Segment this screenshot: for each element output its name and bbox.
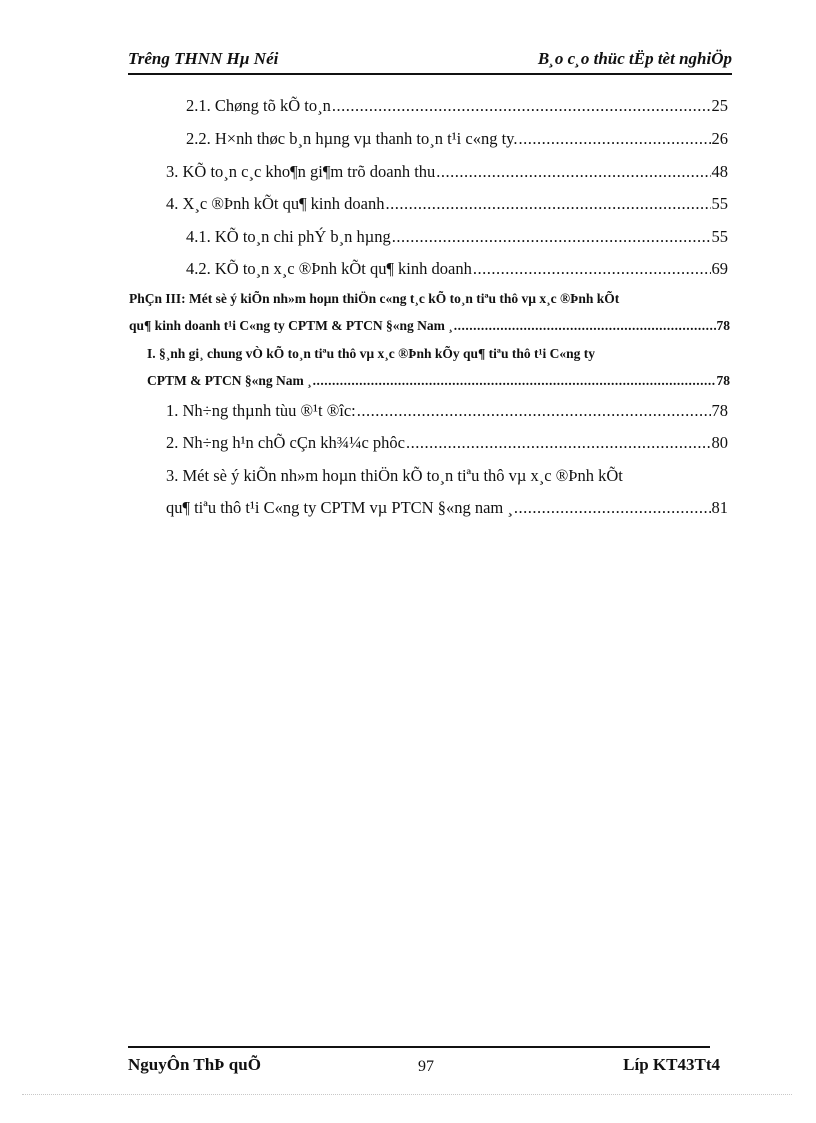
toc-entry-title: 2. Nh÷ng h¹n chÕ cÇn kh¾¼c phôc (166, 433, 406, 452)
toc-entry-title: 3. Mét sè ý kiÕn nh»m hoµn thiÖn kÕ to¸n tiªu thô vµ x¸c ®Þnh kÕt (166, 466, 623, 485)
header-report-title: B¸o c¸o thüc tËp tèt nghiÖp (537, 49, 732, 68)
toc-entry-page: 25 (711, 96, 728, 115)
toc-entry (147, 373, 730, 389)
toc-section-heading (166, 466, 728, 486)
toc-entry (166, 433, 728, 453)
toc-section-heading (129, 291, 730, 307)
toc-entry-title: 4. X¸c ®Þnh kÕt qu¶ kinh doanh (166, 194, 385, 213)
page-footer (128, 1046, 720, 1082)
toc-entry (186, 227, 728, 247)
footer-page-number: 97 (418, 1058, 434, 1075)
toc-entry (166, 162, 728, 182)
toc-entry-title: 3. KÕ to¸n c¸c kho¶n gi¶m trõ doanh thu (166, 162, 436, 181)
toc-entry-page: 78 (716, 318, 730, 333)
header-school: Trêng THNN Hµ Néi (128, 49, 279, 68)
toc-section-heading (147, 346, 730, 362)
toc-entry-page: 81 (711, 498, 728, 517)
toc-entry-title: 4.1. KÕ to¸n chi phÝ b¸n hµng (186, 227, 391, 246)
toc-entry-title: PhÇn III: Mét sè ý kiÕn nh»m hoµn thiÖn c«ng t¸c kÕ to¸n tiªu thô vµ x¸c ®Þnh kÕt (129, 291, 620, 306)
toc-entry-page: 26 (711, 129, 728, 148)
toc-entry (129, 318, 730, 334)
toc-entry (186, 129, 728, 149)
footer-author: NguyÔn ThÞ quÕ (128, 1055, 261, 1074)
toc-entry-page: 48 (711, 162, 728, 181)
toc-entry-page: 80 (711, 433, 728, 452)
toc-entry-title: qu¶ tiªu thô t¹i C«ng ty CPTM vµ PTCN §«ng nam ¸ (166, 498, 513, 517)
toc-entry (186, 96, 728, 116)
toc-entry-page: 69 (711, 259, 728, 278)
toc-entry-title: 2.1. Chøng tõ kÕ to¸n (186, 96, 331, 115)
toc-entry-page: 78 (716, 373, 730, 388)
toc-entry (166, 498, 728, 518)
toc-entry-page: 78 (711, 401, 728, 420)
toc-entry (186, 259, 728, 279)
toc-entry-title: 2.2. H×nh thøc b¸n hµng vµ thanh to¸n t¹i c«ng ty. (186, 129, 518, 148)
page-header (128, 49, 732, 75)
page-edge-divider (22, 1094, 792, 1095)
footer-class: Líp KT43Tt4 (623, 1055, 720, 1074)
toc-entry-page: 55 (711, 194, 728, 213)
toc-entry-title: 1. Nh÷ng thµnh tùu ®¹t ®îc: (166, 401, 356, 420)
toc-entry (166, 194, 728, 214)
toc-entry-title: 4.2. KÕ to¸n x¸c ®Þnh kÕt qu¶ kinh doanh (186, 259, 472, 278)
toc-entry-title: CPTM & PTCN §«ng Nam ¸ (147, 373, 312, 388)
toc-entry-page: 55 (711, 227, 728, 246)
toc-entry-title: qu¶ kinh doanh t¹i C«ng ty CPTM & PTCN §«ng Nam ¸ (129, 318, 453, 333)
toc-entry (166, 401, 728, 421)
toc-entry-title: I. §¸nh gi¸ chung vÒ kÕ to¸n tiªu thô vµ x¸c ®Þnh kÕy qu¶ tiªu thô t¹i C«ng ty (147, 346, 595, 361)
